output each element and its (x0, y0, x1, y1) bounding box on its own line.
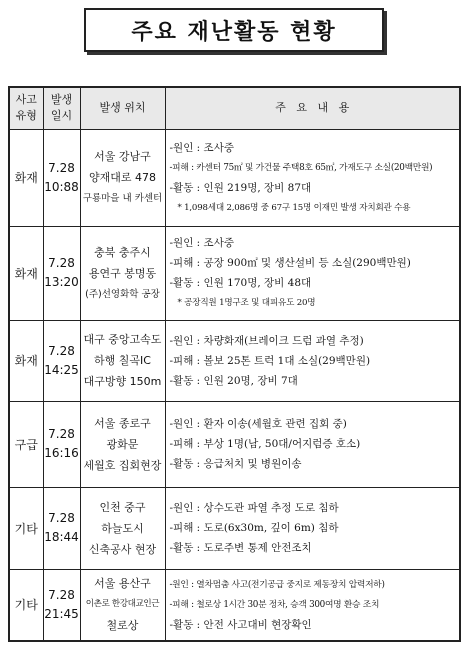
row-details: -원인 : 상수도관 파열 추정 도로 침하 -피해 : 도로(6x30m, 깊이 6m) 침하 -활동 : 도로주변 통제 안전조치 (165, 487, 460, 569)
table-row (9, 487, 460, 569)
row-details: -원인 : 환자 이송(세월호 관련 집회 중) -피해 : 부상 1명(남, 50대/어지럼증 호소) -활동 : 응급처치 및 병원이송 (165, 401, 460, 487)
row-location: 인천 중구 하늘도시 신축공사 현장 (80, 487, 165, 569)
table-row (9, 569, 460, 641)
row-location: 충북 충주시 용연구 봉명동 (주)선영화학 공장 (80, 226, 165, 320)
row-datetime: 7.28 13:20 (43, 226, 80, 320)
table-row (9, 320, 460, 401)
table-row (9, 129, 460, 226)
row-type: 화재 (9, 129, 43, 226)
row-datetime: 7.28 16:16 (43, 401, 80, 487)
page-title: 주요 재난활동 현황 (131, 19, 337, 45)
row-datetime: 7.28 21:45 (43, 569, 80, 641)
disaster-table (8, 86, 461, 642)
row-datetime: 7.28 14:25 (43, 320, 80, 401)
row-location: 서울 강남구 양재대로 478 구룡마을 내 카센터 (80, 129, 165, 226)
row-type: 기타 (9, 487, 43, 569)
header-location: 발생 위치 (80, 87, 165, 129)
row-type: 화재 (9, 320, 43, 401)
row-location: 대구 중앙고속도 하행 칠곡IC 대구방향 150m (80, 320, 165, 401)
header-details: 주 요 내 용 (165, 87, 460, 129)
header-type: 사고 유형 (9, 87, 43, 129)
row-location: 서울 종로구 광화문 세월호 집회현장 (80, 401, 165, 487)
row-details: -원인 : 조사중 -피해 : 공장 900㎡ 및 생산설비 등 소실(290백만원) -활동 : 인원 170명, 장비 48대 * 공장직원 1명구조 및 대피유도 20명 (165, 226, 460, 320)
row-details: -원인 : 차량화재(브레이크 드럼 과열 추정) -피해 : 볼보 25톤 트럭 1대 소실(29백만원) -활동 : 인원 20명, 장비 7대 (165, 320, 460, 401)
header-time: 발생 일시 (43, 87, 80, 129)
row-type: 구급 (9, 401, 43, 487)
row-type: 화재 (9, 226, 43, 320)
row-details: -원인 : 열차멈춤 사고(전기공급 중지로 제동장치 압력저하) -피해 : 철로상 1시간 30분 정차, 승객 300여명 환승 조치 -활동 : 안전 사고대비 현장확인 (165, 569, 460, 641)
row-type: 기타 (9, 569, 43, 641)
row-details: -원인 : 조사중 -피해 : 카센터 75㎡ 및 가건물 주택8호 65㎡, 가재도구 소실(20백만원) -활동 : 인원 219명, 장비 87대 * 1,098세대 2,086명 중 67구 15명 이재민 발생 자치회관 수용 (165, 129, 460, 226)
table-row (9, 401, 460, 487)
table-row (9, 226, 460, 320)
row-datetime: 7.28 10:88 (43, 129, 80, 226)
header-row (9, 87, 460, 129)
row-datetime: 7.28 18:44 (43, 487, 80, 569)
title-box (84, 8, 384, 52)
row-location: 서울 용산구 이촌로 한강대교인근 철로상 (80, 569, 165, 641)
